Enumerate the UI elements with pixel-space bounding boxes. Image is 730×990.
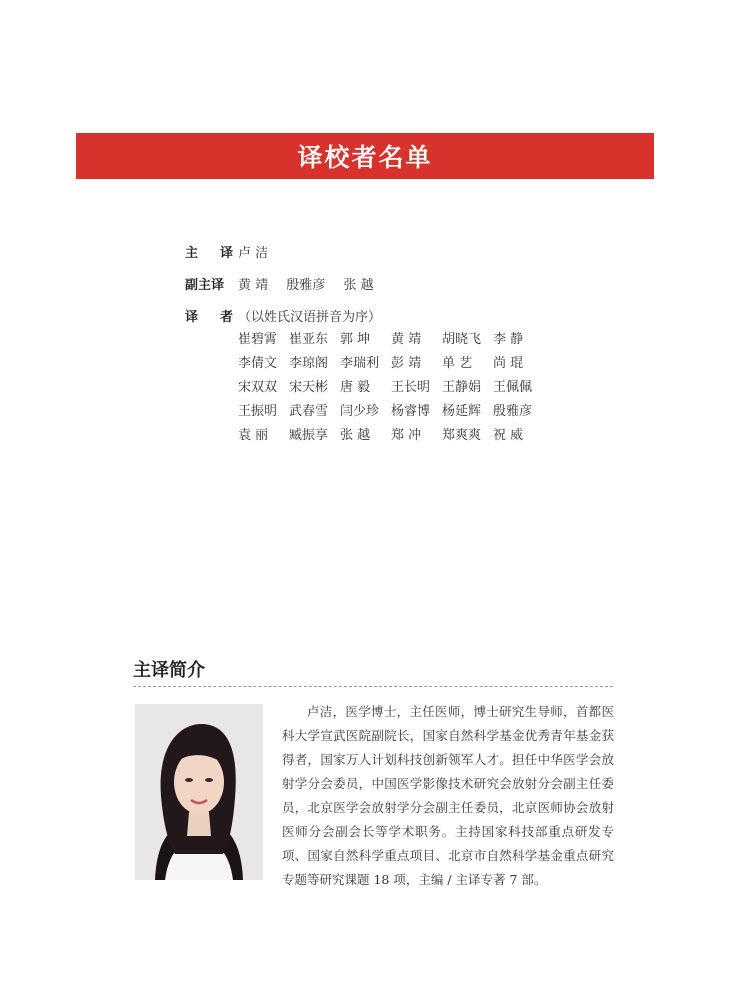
role-label-deputy: 副主译 xyxy=(185,278,225,293)
title-banner xyxy=(76,133,654,179)
translator-name-grid xyxy=(238,325,544,445)
deputy-translator-names xyxy=(238,274,388,293)
name: 张 越 xyxy=(343,278,374,293)
translator-name: 唐 毅 xyxy=(340,379,371,395)
translator-name: 崔亚东 xyxy=(289,331,329,347)
translator-name: 杨睿博 xyxy=(391,403,431,419)
translator-name: 张 越 xyxy=(340,427,371,443)
name: 黄 靖 xyxy=(238,278,269,293)
translator-name: 宋天彬 xyxy=(289,379,329,395)
translator-name: 宋双双 xyxy=(238,379,278,395)
chief-translator-row xyxy=(185,242,605,264)
translator-name: 武春雪 xyxy=(289,403,329,419)
translator-name: 闫少珍 xyxy=(340,403,380,419)
translator-name: 李倩文 xyxy=(238,355,278,371)
translator-grid-row xyxy=(238,373,544,397)
translator-name: 王长明 xyxy=(391,379,431,395)
name: 卢 洁 xyxy=(238,246,269,261)
translator-name: 王静娟 xyxy=(442,379,482,395)
translator-name: 李琼阁 xyxy=(289,355,329,371)
translator-grid-row xyxy=(238,421,544,445)
translator-name: 黄 靖 xyxy=(391,331,422,347)
chief-translator-bio: 卢洁，医学博士，主任医师，博士研究生导师，首都医科大学宣武医院副院长，国家自然科学基金优秀青年基金获得者，国家万人计划科技创新领军人才。担任中华医学会放射学分会委员，中国医学影像技术研究会放射分会副主任委员，北京医学会放射学分会副主任委员，北京医师协会放射医师分会副会长等学术职务。主持国家科技部重点研发专项、国家自然科学重点项目、北京市自然科学基金重点研究专题等研究课题 18 项，主编 / 主译专著 7 部。 xyxy=(282,704,614,887)
dashed-divider xyxy=(133,686,613,687)
translator-name: 祝 威 xyxy=(493,427,524,443)
translator-name: 王振明 xyxy=(238,403,278,419)
name: 殷雅彦 xyxy=(286,278,326,293)
translator-name: 王佩佩 xyxy=(493,379,533,395)
translator-name: 崔碧霄 xyxy=(238,331,278,347)
translator-name: 单 艺 xyxy=(442,355,473,371)
role-label-chief: 主 译 xyxy=(185,246,233,261)
translator-name: 胡晓飞 xyxy=(442,331,482,347)
translators-order-note: （以姓氏汉语拼音为序） xyxy=(238,310,382,325)
translator-name: 臧振享 xyxy=(289,427,329,443)
page-title: 译校者名单 xyxy=(297,143,433,172)
translator-name: 袁 丽 xyxy=(238,427,269,443)
translator-name: 郭 坤 xyxy=(340,331,371,347)
chief-translator-names xyxy=(238,242,282,261)
intro-title: 主译简介 xyxy=(133,660,205,681)
translator-name: 李瑞利 xyxy=(340,355,380,371)
portrait-illustration xyxy=(135,704,263,880)
role-label-translators: 译 者 xyxy=(185,310,233,325)
chief-translator-portrait xyxy=(135,704,263,880)
translator-name: 李 静 xyxy=(493,331,524,347)
translator-grid-row xyxy=(238,397,544,421)
translator-name: 郑爽爽 xyxy=(442,427,482,443)
translator-name: 尚 琨 xyxy=(493,355,524,371)
translator-roster xyxy=(185,242,605,328)
translator-name: 郑 冲 xyxy=(391,427,422,443)
translator-grid-row xyxy=(238,325,544,349)
translator-name: 杨延辉 xyxy=(442,403,482,419)
translator-name: 殷雅彦 xyxy=(493,403,533,419)
translator-grid-row xyxy=(238,349,544,373)
translator-name: 彭 靖 xyxy=(391,355,422,371)
deputy-translator-row xyxy=(185,274,605,296)
